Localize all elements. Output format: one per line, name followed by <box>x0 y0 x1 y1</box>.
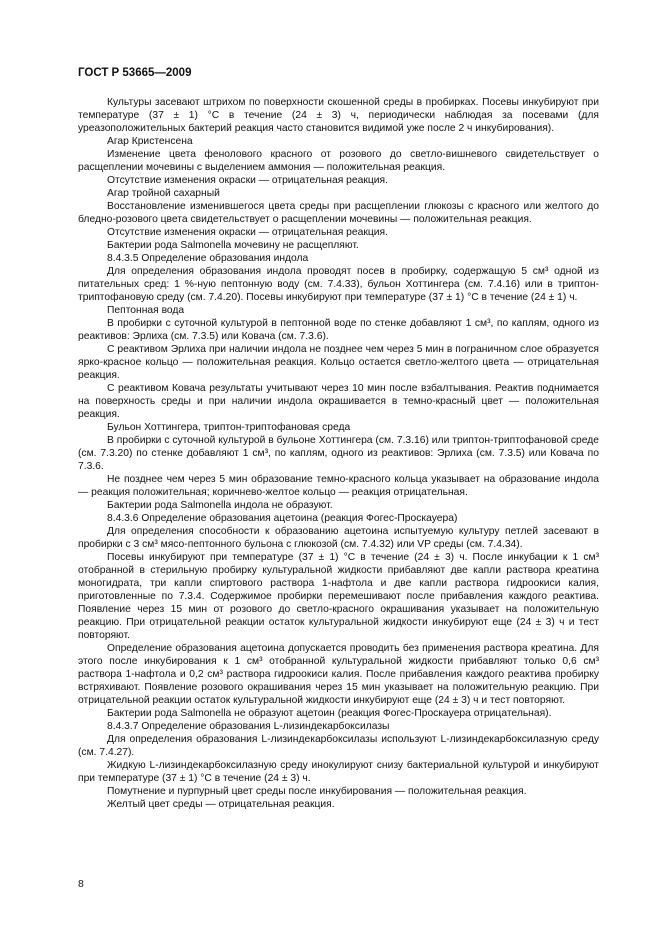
paragraph: Бактерии рода Salmonella не образуют ацетоин (реакция Фогес-Проскауера отрицательная). <box>107 708 552 719</box>
paragraph: Для определения образования L-лизиндекарбоксилазы используют L-лизиндекарбоксилазную среду (см. 7.4.27). <box>78 734 599 758</box>
paragraph: Жидкую L-лизиндекарбоксилазную среду инокулируют снизу бактериальной культурой и инкубируют при температуре (37 ± 1) °С в течение (24 ± 3) ч. <box>78 760 599 784</box>
paragraph: В пробирки с суточной культурой в пептонной воде по стенке добавляют 1 см³, по каплям, одного из реактивов: Эрлиха (см. 7.3.5) или Ковача (см. 7.3.6). <box>78 318 599 342</box>
paragraph: С реактивом Эрлиха при наличии индола не позднее чем через 5 мин в пограничном слое образуется ярко-красное кольцо — положительная реакция. Кольцо остается светло-желтого цвета — отрицательная реакция. <box>78 344 599 381</box>
paragraph: Восстановление изменившегося цвета среды при расщеплении глюкозы с красного или желтого до бледно-розового цвета свидетельствует о расщеплении мочевины — положительная реакция. <box>78 201 599 225</box>
paragraph: Для определения способности к образованию ацетоина испытуемую культуру петлей засевают в пробирки с 3 см³ мясо-пептонного бульона с глюкозой (см. 7.4.32) или VP среды (см. 7.4.34). <box>78 526 599 550</box>
paragraph: Определение образования ацетоина допускается проводить без применения раствора креатина. Для этого после инкубирования к 1 см³ отобранной культуральной жидкости прибавляют только 0,6 см³ раствора 1-нафтола и 0,2 см³ раствора гидроокиси калия. После прибавления каждого реактива пробирку встряхивают. Появление розового окрашивания через 15 мин указывает на положительную реакцию. При отрицательной реакции остаток культуральной жидкости инкубируют еще (24 ± 3) ч и тест повторяют. <box>78 643 599 706</box>
paragraph: Бактерии рода Salmonella мочевину не расщепляют. <box>107 240 359 251</box>
paragraph: Бактерии рода Salmonella индола не образуют. <box>107 500 333 511</box>
subheading-triple-sugar-agar: Агар тройной сахарный <box>107 188 220 199</box>
paragraph: Для определения образования индола проводят посев в пробирку, содержащую 5 см³ одной из питательных сред: 1 %-ную пептонную воду (см. 7.4.33), бульон Хоттингера (см. 7.4.16) или в триптон-триптофановую среду (см. 7.4.20). Посевы инкубируют при температуре (37 ± 1) °С в течение (24 ± 1) ч. <box>78 266 599 303</box>
subheading-christensen-agar: Агар Кристенсена <box>107 136 193 147</box>
paragraph: Отсутствие изменения окраски — отрицательная реакция. <box>107 227 388 238</box>
paragraph: Отсутствие изменения окраски — отрицательная реакция. <box>107 175 388 186</box>
section-heading-8-4-3-6: 8.4.3.6 Определение образования ацетоина (реакция Фогес-Проскауера) <box>107 513 458 524</box>
paragraph: Культуры засевают штрихом по поверхности скошенной среды в пробирках. Посевы инкубируют при температуре (37 ± 1) °С в течение (24 ± 3) ч, периодически наблюдая за посевами (для уреазоположительных бактерий реакция часто становится видимой уже после 2 ч инкубирования). <box>78 97 599 134</box>
section-heading-8-4-3-5: 8.4.3.5 Определение образования индола <box>107 253 309 264</box>
subheading-hottinger-broth: Бульон Хоттингера, триптон-триптофановая среда <box>107 422 351 433</box>
page-number: 8 <box>78 878 84 890</box>
paragraph: В пробирки с суточной культурой в бульоне Хоттингера (см. 7.3.16) или триптон-триптофановой среде (см. 7.3.20) по стенке добавляют 1 см³, по каплям, одного из реактивов: Эрлиха (см. 7.3.5) или Ковача по 7.3.6. <box>78 435 599 472</box>
paragraph: Желтый цвет среды — отрицательная реакция. <box>107 799 335 810</box>
paragraph: Посевы инкубируют при температуре (37 ± 1) °С в течение (24 ± 3) ч. После инкубации к 1 см³ отобранной в стерильную пробирку культуральной жидкости прибавляют две капли раствора креатина моногидрата, три капли спиртового раствора 1-нафтола и две капли раствора гидроокиси калия, приготовленные по 7.3.4. Содержимое пробирки перемешивают после прибавления каждого реактива. Появление через 15 мин от розового до светло-красного окрашивания указывает на положительную реакцию. При отрицательной реакции остаток культуральной жидкости инкубируют еще (24 ± 3) ч и тест повторяют. <box>78 552 599 641</box>
paragraph: Изменение цвета фенолового красного от розового до светло-вишневого свидетельствует о расщеплении мочевины с выделением аммония — положительная реакция. <box>78 149 599 173</box>
paragraph: С реактивом Ковача результаты учитывают через 10 мин после взбалтывания. Реактив поднимается на поверхность среды и при наличии индола окрашивается в темно-красный цвет — положительная реакция. <box>78 383 599 420</box>
document-body <box>78 96 599 811</box>
section-heading-8-4-3-7: 8.4.3.7 Определение образования L-лизиндекарбоксилазы <box>107 721 390 732</box>
document-header: ГОСТ Р 53665—2009 <box>78 67 192 79</box>
paragraph: Помутнение и пурпурный цвет среды после инкубирования — положительная реакция. <box>107 786 527 797</box>
paragraph: Не позднее чем через 5 мин образование темно-красного кольца указывает на образование индола — реакция положительная; коричнево-желтое кольцо — реакция отрицательная. <box>78 474 599 498</box>
subheading-peptone-water: Пептонная вода <box>107 305 185 316</box>
